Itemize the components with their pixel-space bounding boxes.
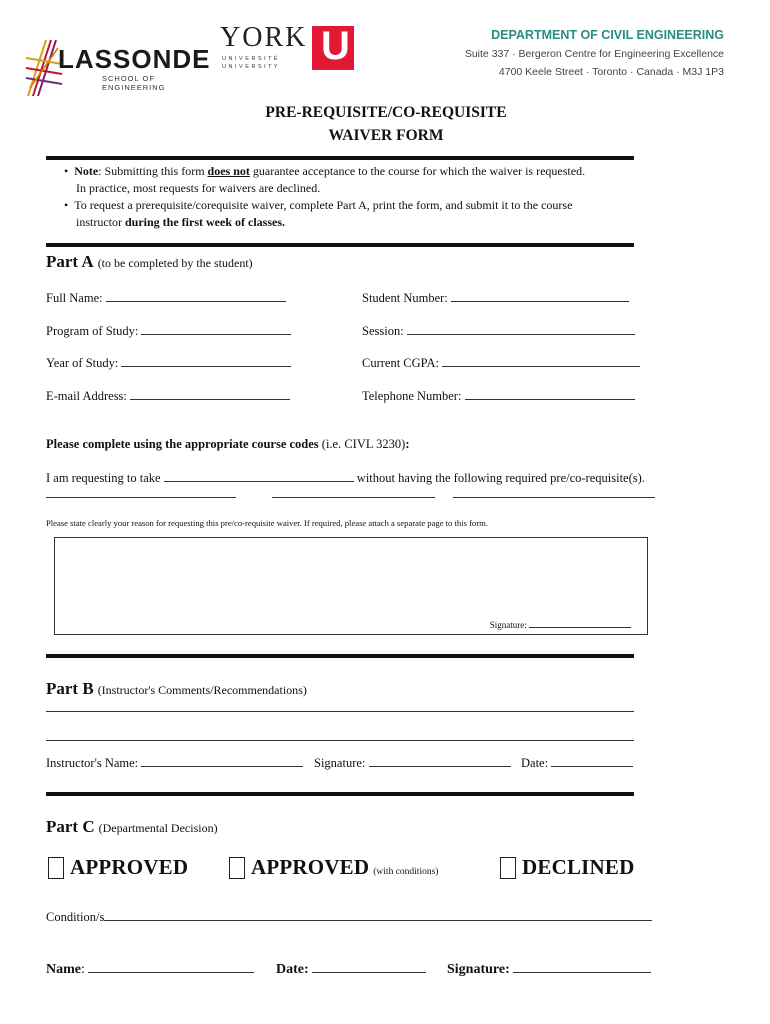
divider — [46, 156, 634, 160]
decision-date-field[interactable]: Date: — [276, 960, 426, 978]
note-emphasis: does not — [207, 164, 250, 178]
instructor-signature-field[interactable]: Signature: — [314, 754, 511, 771]
request-line-2: instructor during the first week of classes. — [76, 215, 285, 229]
telephone-field[interactable]: Telephone Number: — [362, 387, 635, 404]
program-line[interactable] — [141, 322, 291, 335]
part-b-heading: Part B (Instructor's Comments/Recommendations) — [46, 679, 307, 698]
approved-checkbox[interactable] — [48, 857, 64, 879]
telephone-line[interactable] — [465, 387, 635, 400]
full-name-field[interactable]: Full Name: — [46, 289, 286, 306]
reason-signature-line[interactable] — [529, 618, 631, 628]
decision-signature-line[interactable] — [513, 960, 651, 973]
request-statement: I am requesting to take without having the following required pre/co-requisite(s). — [46, 471, 645, 485]
reason-instruction: Please state clearly your reason for requesting this pre/co-requisite waiver. If required, please attach a separate page to this form. — [46, 518, 488, 528]
note-label: Note — [74, 164, 99, 178]
form-title-line-2: WAIVER FORM — [328, 127, 444, 144]
session-line[interactable] — [407, 322, 635, 335]
student-number-line[interactable] — [451, 289, 629, 302]
year-field[interactable]: Year of Study: — [46, 354, 291, 371]
approved-conditions-label: APPROVED (with conditions) — [251, 855, 439, 879]
department-title: DEPARTMENT OF CIVIL ENGINEERING — [491, 28, 724, 42]
course-codes-instruction: Please complete using the appropriate course codes (i.e. CIVL 3230): — [46, 437, 410, 451]
instructor-name-line[interactable] — [141, 754, 303, 767]
approved-conditions-checkbox[interactable] — [229, 857, 245, 879]
course-to-take-line[interactable] — [164, 469, 354, 482]
email-line[interactable] — [130, 387, 290, 400]
part-a-heading: Part A (to be completed by the student) — [46, 252, 253, 271]
declined-label: DECLINED — [522, 855, 635, 879]
request-item: • To request a prerequisite/corequisite waiver, complete Part A, print the form, and submit it to the course — [64, 198, 573, 212]
program-field[interactable]: Program of Study: — [46, 322, 291, 339]
decision-date-line[interactable] — [312, 960, 426, 973]
prerequisite-line-2[interactable] — [272, 485, 435, 498]
york-u-letter: U — [321, 24, 350, 68]
reason-textbox[interactable] — [54, 537, 648, 635]
york-u-mark — [312, 26, 354, 70]
year-line[interactable] — [121, 354, 291, 367]
note-item: • Note: Submitting this form does not guarantee acceptance to the course for which the waiver is requested. — [64, 164, 586, 178]
decision-name-field[interactable]: Name: — [46, 960, 254, 978]
conditions-line[interactable] — [104, 908, 652, 921]
decision-name-line[interactable] — [88, 960, 254, 973]
york-sub-en: U N I V E R S I T Y — [222, 64, 278, 70]
approved-label: APPROVED — [70, 855, 189, 879]
york-sub-fr: U N I V E R S I T É — [222, 56, 279, 62]
note-line-2: In practice, most requests for waivers are declined. — [76, 181, 321, 195]
email-field[interactable]: E-mail Address: — [46, 387, 290, 404]
divider — [46, 654, 634, 658]
cgpa-field[interactable]: Current CGPA: — [362, 354, 640, 371]
instructor-name-field[interactable]: Instructor's Name: — [46, 754, 303, 771]
notes — [64, 163, 585, 231]
comments-line-2[interactable] — [46, 740, 634, 741]
part-c-heading: Part C (Departmental Decision) — [46, 817, 218, 836]
york-name: YORK — [220, 22, 308, 53]
form-title-line-1: PRE-REQUISITE/CO-REQUISITE — [265, 104, 507, 121]
comments-line-1[interactable] — [46, 711, 634, 712]
instructor-date-field[interactable]: Date: — [521, 754, 633, 771]
instructor-date-line[interactable] — [551, 754, 633, 767]
lassonde-logo — [24, 38, 214, 98]
york-logo — [220, 22, 360, 72]
divider — [46, 243, 634, 247]
student-number-field[interactable]: Student Number: — [362, 289, 629, 306]
address-line-1: Suite 337 · Bergeron Centre for Engineering Excellence — [464, 48, 724, 60]
instructor-signature-line[interactable] — [369, 754, 511, 767]
lassonde-name: LASSONDE — [58, 44, 211, 74]
full-name-line[interactable] — [106, 289, 286, 302]
cgpa-line[interactable] — [442, 354, 640, 367]
reason-signature: Signature: — [490, 618, 631, 630]
divider — [46, 792, 634, 796]
declined-checkbox[interactable] — [500, 857, 516, 879]
decision-signature-field[interactable]: Signature: — [447, 960, 651, 978]
form-title — [46, 101, 726, 147]
address-line-2: 4700 Keele Street · Toronto · Canada · M3J 1P3 — [498, 66, 724, 78]
session-field[interactable]: Session: — [362, 322, 635, 339]
prerequisite-line-1[interactable] — [46, 485, 236, 498]
prerequisite-line-3[interactable] — [453, 485, 655, 498]
conditions-field[interactable]: Condition/s — [46, 908, 652, 925]
lassonde-sub: SCHOOL OF ENGINEERING — [102, 74, 166, 92]
